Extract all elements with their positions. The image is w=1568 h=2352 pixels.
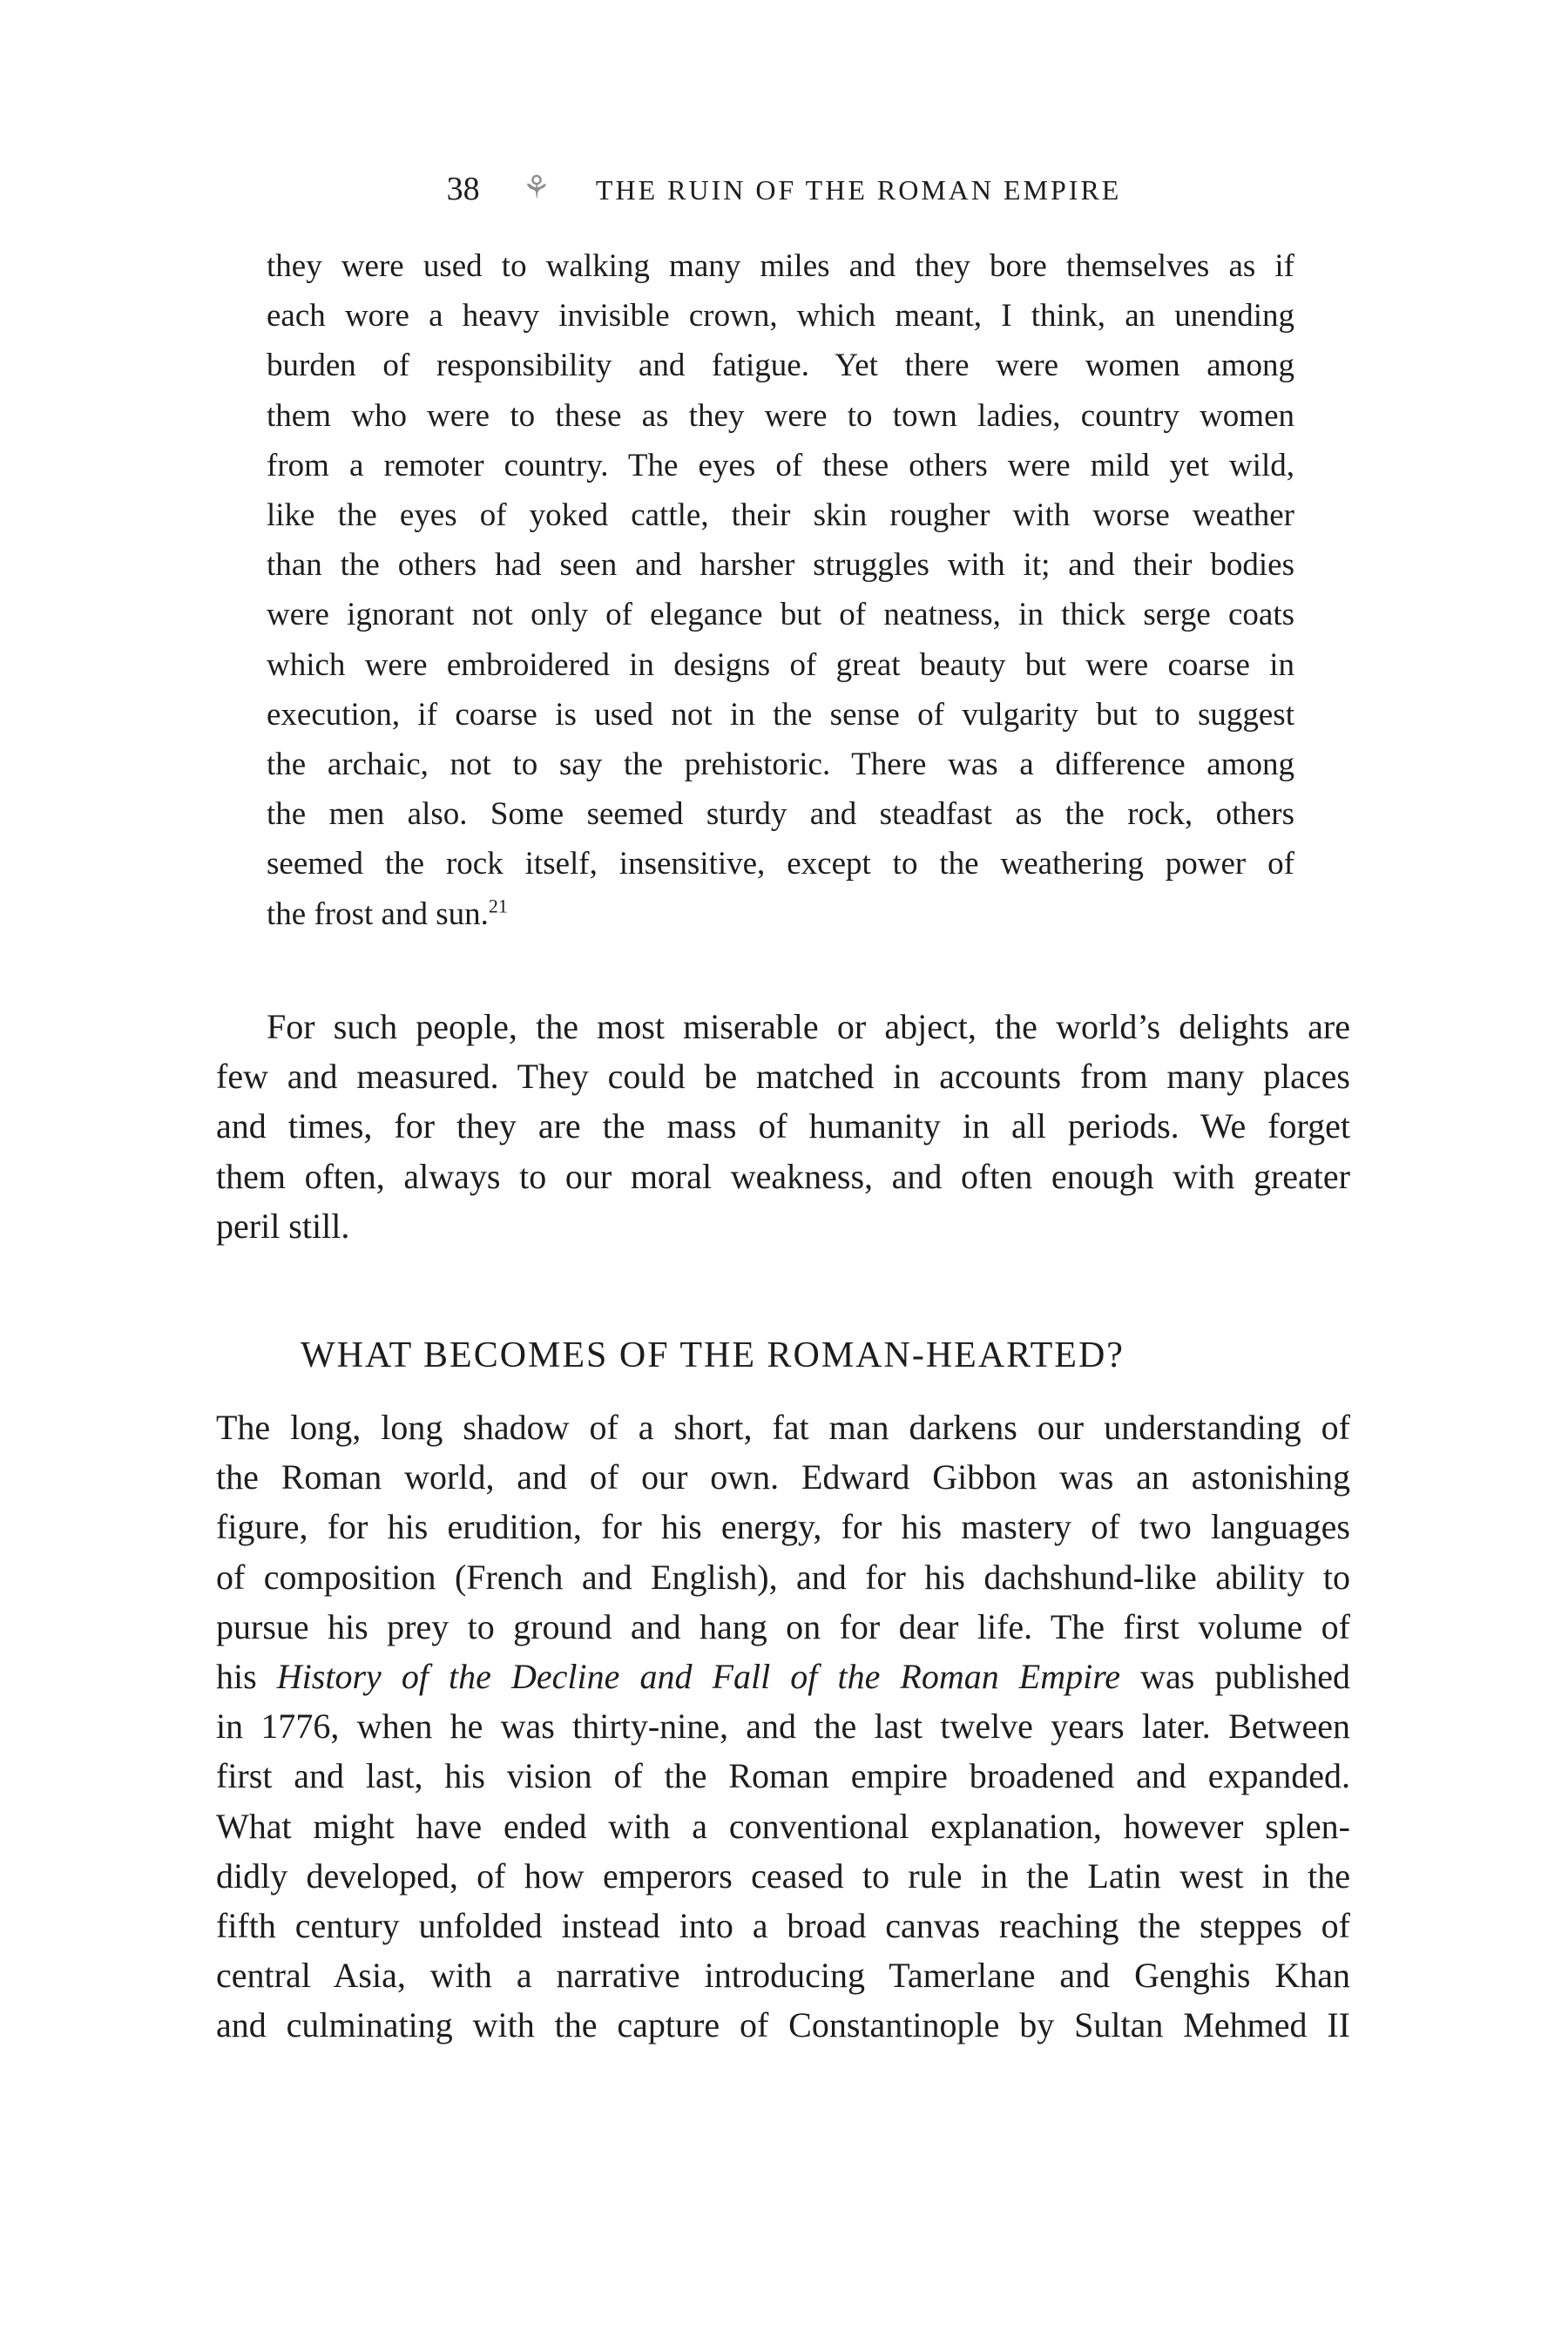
paragraph-line: peril still. [216,1206,350,1246]
quote-line: which were embroidered in designs of great beauty but were coarse in [267,646,1294,683]
quote-line: them who were to these as they were to town ladies, country women [267,397,1294,434]
paragraph-line: figure, for his erudition, for his energy, for his mastery of two languages [216,1507,1350,1547]
paragraph-line: pursue his prey to ground and hang on for dear life. The first volume of [216,1606,1350,1646]
quote-line: like the eyes of yoked cattle, their skin rougher with worse weather [267,497,1294,534]
line-text: his [216,1657,277,1697]
quote-line: the archaic, not to say the prehistoric. There was a difference among [267,747,1294,783]
quote-line: execution, if coarse is used not in the sense of vulgarity but to suggest [267,696,1294,733]
quote-line: than the others had seen and harsher struggles with it; and their bodies [267,547,1294,584]
paragraph-line: fifth century unfolded instead into a broad canvas reaching the steppes of [216,1906,1350,1946]
quote-line: burden of responsibility and fatigue. Yet there were women among [267,348,1294,384]
quote-line: the men also. Some seemed sturdy and steadfast as the rock, others [267,796,1294,833]
quote-last-line [267,889,1294,939]
paragraph-line: of composition (French and English), and for his dachshund-like ability to [216,1557,1350,1597]
paragraph-line: central Asia, with a narrative introducing Tamerlane and Genghis Khan [216,1956,1350,1996]
paragraph-line: few and measured. They could be matched in accounts from many places [216,1057,1350,1097]
paragraph-line: first and last, his vision of the Roman empire broadened and expanded. [216,1756,1350,1796]
paragraph-line: in 1776, when he was thirty-nine, and the last twelve years later. Between [216,1707,1350,1747]
paragraph-line: For such people, the most miserable or abject, the world’s delights are [267,1007,1350,1046]
section-heading: WHAT BECOMES OF THE ROMAN-HEARTED? [301,1335,1125,1375]
paragraph-line: the Roman world, and of our own. Edward Gibbon was an astonishing [216,1457,1350,1497]
line-text: was published [1120,1657,1350,1697]
quote-line: they were used to walking many miles and they bore themselves as if [267,248,1294,284]
quote-line: from a remoter country. The eyes of these others were mild yet wild, [267,447,1294,483]
ornament-icon: ⚘ [522,170,553,205]
footnote-reference[interactable]: 21 [488,895,508,917]
paragraph-line: What might have ended with a conventional explanation, however splen- [216,1806,1350,1846]
body-paragraph [216,1002,1350,1251]
paragraph-line [216,1652,1350,1701]
quote-line: seemed the rock itself, insensitive, except to the weathering power of [267,846,1294,882]
quote-line: were ignorant not only of elegance but of neatness, in thick serge coats [267,597,1294,633]
paragraph-line: and culminating with the capture of Constantinople by Sultan Mehmed II [216,2005,1350,2045]
quote-line: each wore a heavy invisible crown, which meant, I think, an unending [267,298,1294,335]
body-paragraph [216,1402,1350,2051]
paragraph-line: and times, for they are the mass of humanity in all periods. We forget [216,1106,1350,1146]
page-number: 38 [446,171,480,207]
paragraph-line: them often, always to our moral weakness, and often enough with greater [216,1156,1350,1196]
paragraph-line: didly developed, of how emperors ceased to rule in the Latin west in the [216,1855,1350,1896]
block-quote [267,241,1294,939]
running-title: THE RUIN OF THE ROMAN EMPIRE [595,174,1122,206]
book-title: History of the Decline and Fall of the Roman Empire [276,1657,1121,1697]
paragraph-line: The long, long shadow of a short, fat man darkens our understanding of [216,1408,1350,1447]
running-header [0,161,1568,216]
quote-last-text: the frost and sun. [267,896,489,932]
